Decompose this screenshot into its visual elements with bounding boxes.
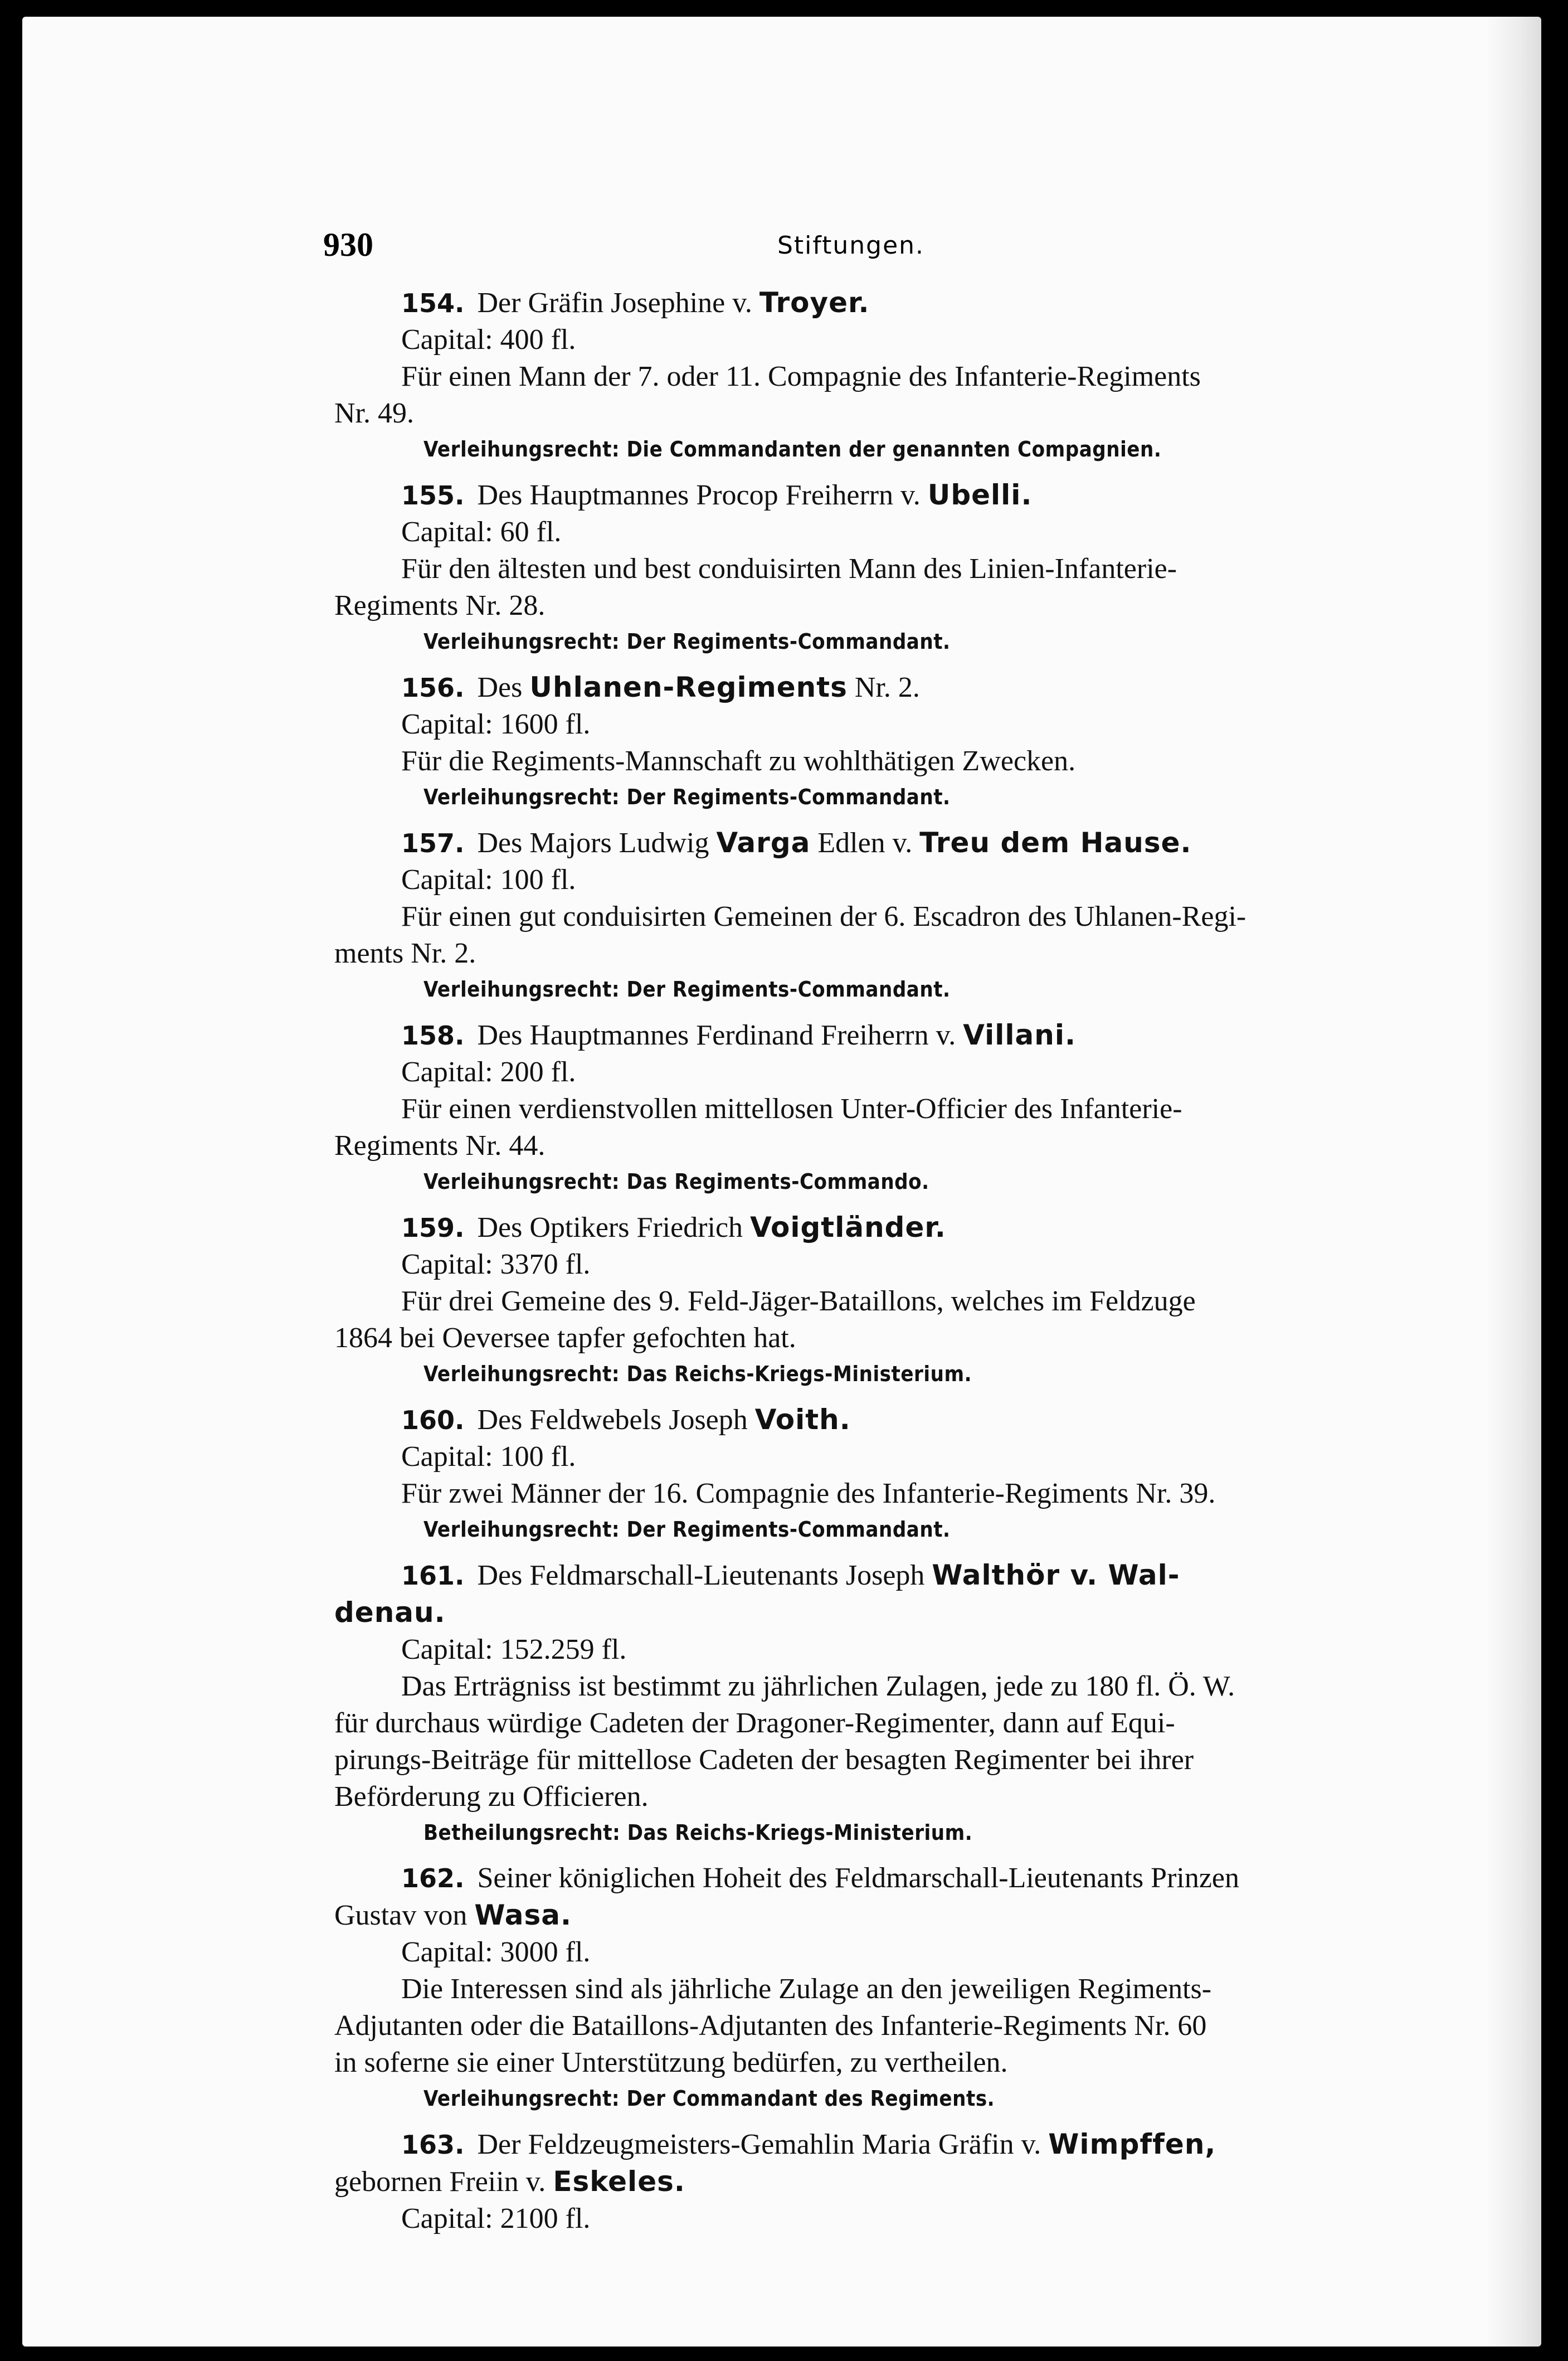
entry-capital: Capital: 152.259 fl. — [401, 1634, 627, 1665]
entry-156 — [334, 669, 1371, 814]
entry-heading — [334, 477, 1371, 514]
entry-capital: Capital: 3370 fl. — [401, 1248, 591, 1280]
entry-capital: Capital: 60 fl. — [401, 516, 562, 548]
entry-heading — [334, 824, 1371, 862]
entry-text-line: Beförderung zu Officieren. — [334, 1781, 649, 1813]
entry-donor-text: Der Gräfin Josephine v. — [477, 287, 752, 319]
entry-donor-text: Des Majors Ludwig — [477, 827, 709, 859]
entry-158 — [334, 1017, 1371, 1199]
entry-heading — [334, 1557, 1371, 1594]
entry-heading-cont — [334, 1594, 1371, 1631]
entry-number: 158. — [401, 1021, 465, 1051]
entry-162 — [334, 1860, 1371, 2116]
entry-name: Eskeles. — [553, 2165, 685, 2198]
entry-right: Betheilungsrecht: Das Reichs-Kriegs-Ministerium. — [423, 1820, 973, 1845]
entry-name: denau. — [334, 1596, 446, 1629]
entry-text-line: 1864 bei Oeversee tapfer gefochten hat. — [334, 1322, 796, 1354]
entry-text-line: Adjutanten oder die Bataillons-Adjutanten des Infanterie-Regiments Nr. 60 — [334, 2010, 1207, 2042]
entry-text-line: Für drei Gemeine des 9. Feld-Jäger-Bataillons, welches im Feldzuge — [401, 1285, 1196, 1317]
entry-right: Verleihungsrecht: Das Regiments-Commando. — [423, 1169, 929, 1194]
entry-number: 159. — [401, 1213, 465, 1243]
entry-number: 160. — [401, 1405, 465, 1435]
entry-number: 157. — [401, 828, 465, 858]
entry-text-line: Für einen Mann der 7. oder 11. Compagnie des Infanterie-Regiments — [401, 361, 1201, 392]
entry-donor-text: Edlen v. — [817, 827, 913, 859]
entry-right: Verleihungsrecht: Der Regiments-Commandant. — [423, 977, 951, 1002]
entry-number: 161. — [401, 1561, 465, 1591]
entry-right: Verleihungsrecht: Der Regiments-Commandant. — [423, 785, 951, 809]
page-text — [334, 284, 1371, 2247]
entry-heading-cont — [334, 2163, 1371, 2200]
entry-text-line: Die Interessen sind als jährliche Zulage an den jeweiligen Regiments- — [401, 1973, 1212, 2005]
entry-text-line: Für zwei Männer der 16. Compagnie des Infanterie-Regiments Nr. 39. — [401, 1478, 1216, 1509]
entry-number: 163. — [401, 2130, 465, 2160]
entry-name: Voith. — [754, 1403, 851, 1436]
entry-capital: Capital: 1600 fl. — [401, 708, 591, 740]
entry-text-line: Regiments Nr. 44. — [334, 1130, 546, 1162]
entry-right: Verleihungsrecht: Die Commandanten der genannten Compagnien. — [423, 437, 1162, 461]
entry-donor-text: Gustav von — [334, 1900, 468, 1931]
entry-text-line: Regiments Nr. 28. — [334, 590, 546, 621]
entry-160 — [334, 1401, 1371, 1547]
entry-154 — [334, 284, 1371, 467]
page-edge-shadow — [1486, 17, 1541, 2347]
entry-donor-text: Seiner königlichen Hoheit des Feldmarschall-Lieutenants Prinzen — [477, 1862, 1240, 1894]
entry-number: 162. — [401, 1863, 465, 1893]
entry-capital: Capital: 100 fl. — [401, 864, 576, 896]
entry-donor-text: Der Feldzeugmeisters-Gemahlin Maria Gräfin v. — [477, 2129, 1041, 2160]
entry-donor-text: Des Hauptmannes Ferdinand Freiherrn v. — [477, 1019, 956, 1051]
entry-text-line: pirungs-Beiträge für mittellose Cadeten der besagten Regimenter bei ihrer — [334, 1744, 1194, 1776]
entry-157 — [334, 824, 1371, 1007]
page-number: 930 — [323, 226, 373, 263]
entry-capital: Capital: 400 fl. — [401, 324, 576, 356]
entry-heading — [334, 1401, 1371, 1439]
entry-heading — [334, 669, 1371, 706]
entry-text-line: Für die Regiments-Mannschaft zu wohlthätigen Zwecken. — [401, 745, 1076, 777]
entry-text-line: Nr. 49. — [334, 397, 414, 429]
entry-text-line: Für einen gut conduisirten Gemeinen der 6. Escadron des Uhlanen-Regi- — [401, 901, 1246, 932]
entry-name: Walthör v. Wal- — [932, 1559, 1180, 1591]
entry-heading — [334, 284, 1371, 322]
entry-name: Voigtländer. — [750, 1211, 946, 1243]
entry-heading — [334, 2126, 1371, 2163]
entry-159 — [334, 1209, 1371, 1391]
entry-text-line: Für den ältesten und best conduisirten Mann des Linien-Infanterie- — [401, 553, 1177, 585]
entry-right: Verleihungsrecht: Der Regiments-Commandant. — [423, 629, 951, 654]
book-page — [22, 17, 1541, 2347]
entry-right: Verleihungsrecht: Das Reichs-Kriegs-Ministerium. — [423, 1362, 972, 1386]
entry-161 — [334, 1557, 1371, 1850]
entry-donor-text: Des Feldwebels Joseph — [477, 1404, 748, 1436]
entry-163 — [334, 2126, 1371, 2237]
entry-heading — [334, 1017, 1371, 1054]
entry-donor-text: Des Hauptmannes Procop Freiherrn v. — [477, 479, 921, 511]
page-header — [22, 215, 1541, 281]
entry-donor-text: gebornen Freiin v. — [334, 2166, 546, 2198]
entry-number: 155. — [401, 480, 465, 511]
entry-name: Villani. — [963, 1019, 1076, 1051]
entry-name: Uhlanen-Regiments — [529, 671, 848, 703]
entry-heading — [334, 1209, 1371, 1246]
entry-name: Varga — [716, 827, 811, 859]
entry-capital: Capital: 3000 fl. — [401, 1936, 591, 1968]
entry-name: Troyer. — [759, 286, 870, 319]
entry-155 — [334, 477, 1371, 659]
entry-text-line: in soferne sie einer Unterstützung bedürfen, zu vertheilen. — [334, 2047, 1008, 2078]
entry-donor-text: Nr. 2. — [854, 672, 920, 703]
entry-donor-text: Des Optikers Friedrich — [477, 1212, 743, 1243]
entry-heading-cont — [334, 1897, 1371, 1934]
entry-name: Wasa. — [474, 1899, 572, 1931]
entry-capital: Capital: 100 fl. — [401, 1441, 576, 1473]
entry-heading — [334, 1860, 1371, 1897]
entry-number: 154. — [401, 288, 465, 318]
entry-number: 156. — [401, 673, 465, 703]
entry-capital: Capital: 2100 fl. — [401, 2203, 591, 2234]
entry-text-line: ments Nr. 2. — [334, 937, 476, 969]
entry-capital: Capital: 200 fl. — [401, 1056, 576, 1088]
entry-text-line: Für einen verdienstvollen mittellosen Unter-Officier des Infanterie- — [401, 1093, 1182, 1125]
entry-right: Verleihungsrecht: Der Regiments-Commandant. — [423, 1517, 951, 1542]
entry-right: Verleihungsrecht: Der Commandant des Regiments. — [423, 2086, 995, 2111]
entry-name: Ubelli. — [927, 479, 1033, 511]
entry-donor-text: Des Feldmarschall-Lieutenants Joseph — [477, 1560, 925, 1591]
running-title: Stiftungen. — [777, 231, 925, 260]
entry-text-line: Das Erträgniss ist bestimmt zu jährlichen Zulagen, jede zu 180 fl. Ö. W. — [401, 1670, 1235, 1702]
entry-name: Treu dem Hause. — [919, 827, 1192, 859]
entry-text-line: für durchaus würdige Cadeten der Dragoner-Regimenter, dann auf Equi- — [334, 1707, 1175, 1739]
entry-donor-text: Des — [477, 672, 523, 703]
entry-name: Wimpffen, — [1048, 2128, 1216, 2160]
